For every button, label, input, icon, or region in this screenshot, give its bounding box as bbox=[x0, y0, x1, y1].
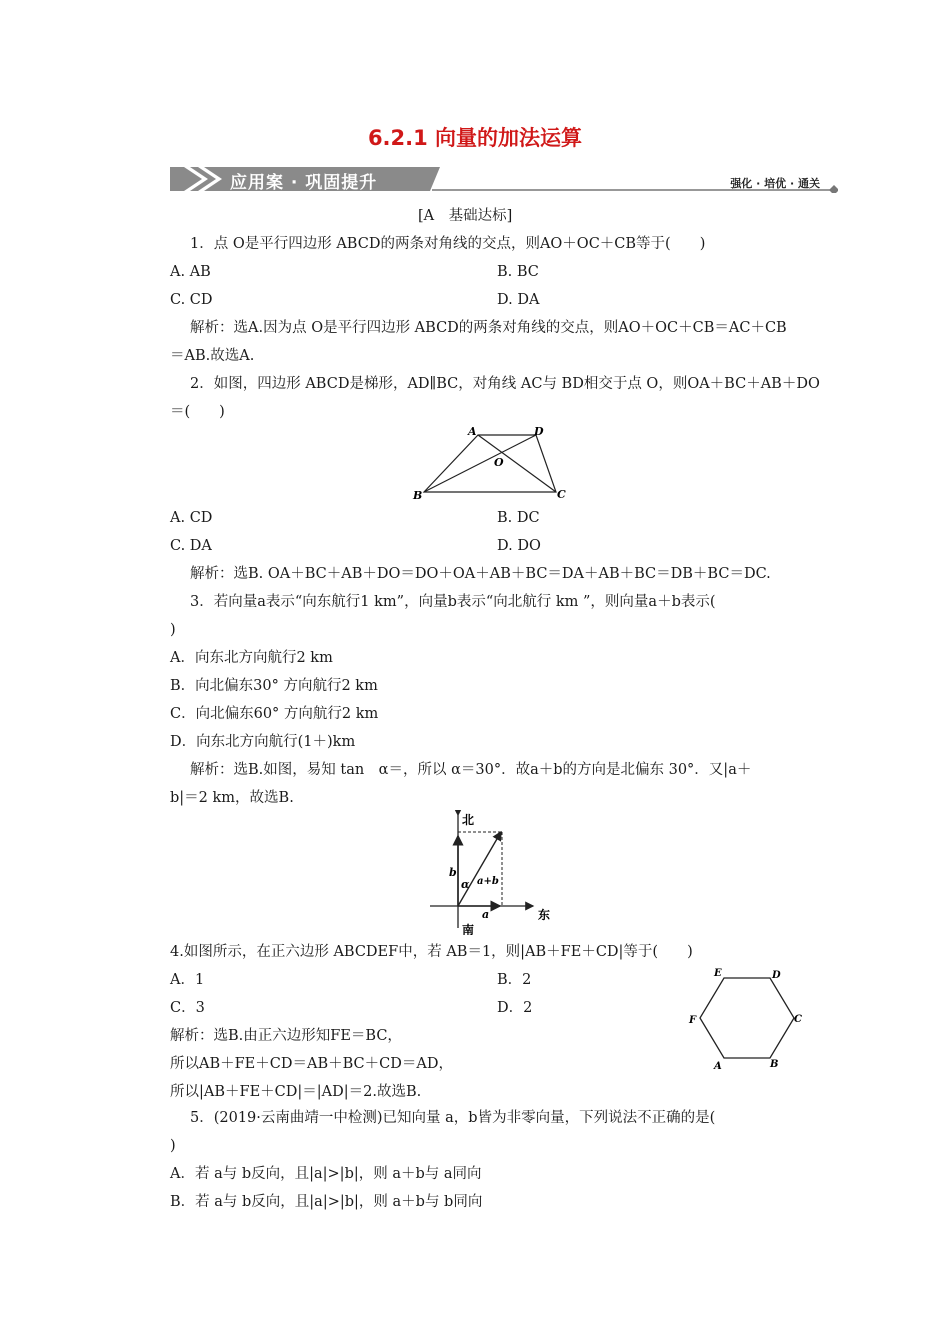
label-south: 南 bbox=[462, 923, 475, 935]
q3-answer-line2: b|＝2 km，故选B. bbox=[170, 790, 294, 806]
q3-option-d: D．向东北方向航行(1＋)km bbox=[170, 734, 356, 750]
q4-answer-line2: 所以AB＋FE＋CD＝AB＋BC＋CD＝AD， bbox=[170, 1056, 453, 1072]
q1-option-b: B. BC bbox=[497, 264, 539, 280]
q5-stem-line1: 5．(2019·云南曲靖一中检测)已知向量 a，b皆为非零向量，下列说法不正确的是( bbox=[190, 1110, 716, 1126]
q1-option-c: C. CD bbox=[170, 292, 213, 308]
banner-left-text: 应用案 · 巩固提升 bbox=[230, 173, 378, 193]
label-east: 东 bbox=[538, 908, 551, 922]
q3-option-a: A．向东北方向航行2 km bbox=[170, 650, 333, 666]
hex-label-f: F bbox=[689, 1015, 697, 1026]
q3-answer-line1: 解析：选B.如图，易知 tan α＝，所以 α＝30°．故a＋b的方向是北偏东 30°．又|a＋ bbox=[190, 762, 752, 778]
trap-label-c: C bbox=[557, 488, 566, 501]
vector-compass-figure bbox=[428, 810, 558, 935]
q2-option-d: D. DO bbox=[497, 538, 541, 554]
q1-answer-line2: ＝AB.故选A. bbox=[170, 348, 255, 364]
q4-answer-line3: 所以|AB＋FE＋CD|＝|AD|＝2.故选B. bbox=[170, 1084, 422, 1100]
hex-label-e: E bbox=[714, 968, 722, 979]
hex-label-a: A bbox=[714, 1061, 722, 1072]
banner-right-text: 强化 · 培优 · 通关 bbox=[730, 177, 820, 190]
q2-option-a: A. CD bbox=[170, 510, 213, 526]
q1-answer-line1: 解析：选A.因为点 O是平行四边形 ABCD的两条对角线的交点，则AO＋OC＋CB＝AC＋CB bbox=[190, 320, 787, 336]
q3-stem-line1: 3．若向量a表示“向东航行1 km”，向量b表示“向北航行 km ”，则向量a＋b表示( bbox=[190, 594, 716, 610]
trapezoid-figure bbox=[410, 420, 580, 505]
q2-option-b: B. DC bbox=[497, 510, 540, 526]
trap-label-o: O bbox=[494, 456, 504, 469]
q4-option-c: C．3 bbox=[170, 1000, 205, 1016]
label-north: 北 bbox=[462, 813, 475, 827]
q5-option-b: B．若 a与 b反向，且|a|>|b|，则 a＋b与 b同向 bbox=[170, 1194, 483, 1210]
q5-option-a: A．若 a与 b反向，且|a|>|b|，则 a＋b与 a同向 bbox=[170, 1166, 482, 1182]
q3-option-b: B．向北偏东30° 方向航行2 km bbox=[170, 678, 378, 694]
label-vector-a: a bbox=[482, 908, 490, 921]
q3-stem-line2: ) bbox=[170, 622, 176, 638]
q1-option-d: D. DA bbox=[497, 292, 540, 308]
section-heading: [A 基础达标] bbox=[418, 208, 513, 224]
label-alpha: α bbox=[461, 878, 470, 891]
q2-stem-line1: 2．如图，四边形 ABCD是梯形，AD∥BC，对角线 AC与 BD相交于点 O，则OA＋BC＋AB＋DO bbox=[190, 376, 820, 392]
q4-option-d: D．2 bbox=[497, 1000, 533, 1016]
hex-label-b: B bbox=[770, 1059, 779, 1070]
q5-stem-line2: ) bbox=[170, 1138, 176, 1154]
q3-option-c: C．向北偏东60° 方向航行2 km bbox=[170, 706, 379, 722]
trap-label-a: A bbox=[468, 425, 477, 438]
label-vector-b: b bbox=[449, 866, 457, 879]
trap-label-b: B bbox=[413, 489, 423, 502]
hex-label-d: D bbox=[772, 970, 781, 981]
page-title: 6.2.1 向量的加法运算 bbox=[367, 126, 583, 150]
label-a-plus-b: a+b bbox=[477, 876, 499, 887]
q4-stem: 4.如图所示，在正六边形 ABCDEF中，若 AB＝1，则|AB＋FE＋CD|等于( ) bbox=[170, 944, 693, 960]
q2-option-c: C. DA bbox=[170, 538, 212, 554]
trap-label-d: D bbox=[534, 425, 544, 438]
q2-answer: 解析：选B. OA＋BC＋AB＋DO＝DO＋OA＋AB＋BC＝DA＋AB＋BC＝DB＋BC＝DC. bbox=[190, 566, 771, 582]
hexagon-figure bbox=[684, 962, 810, 1074]
q1-option-a: A. AB bbox=[170, 264, 211, 280]
q2-stem-line2: ＝( ) bbox=[170, 404, 225, 420]
q1-stem: 1．点 O是平行四边形 ABCD的两条对角线的交点，则AO＋OC＋CB等于( ) bbox=[190, 236, 706, 252]
q4-answer-line1: 解析：选B.由正六边形知FE＝BC， bbox=[170, 1028, 402, 1044]
hex-label-c: C bbox=[794, 1014, 802, 1025]
q4-option-a: A．1 bbox=[170, 972, 205, 988]
q4-option-b: B．2 bbox=[497, 972, 532, 988]
